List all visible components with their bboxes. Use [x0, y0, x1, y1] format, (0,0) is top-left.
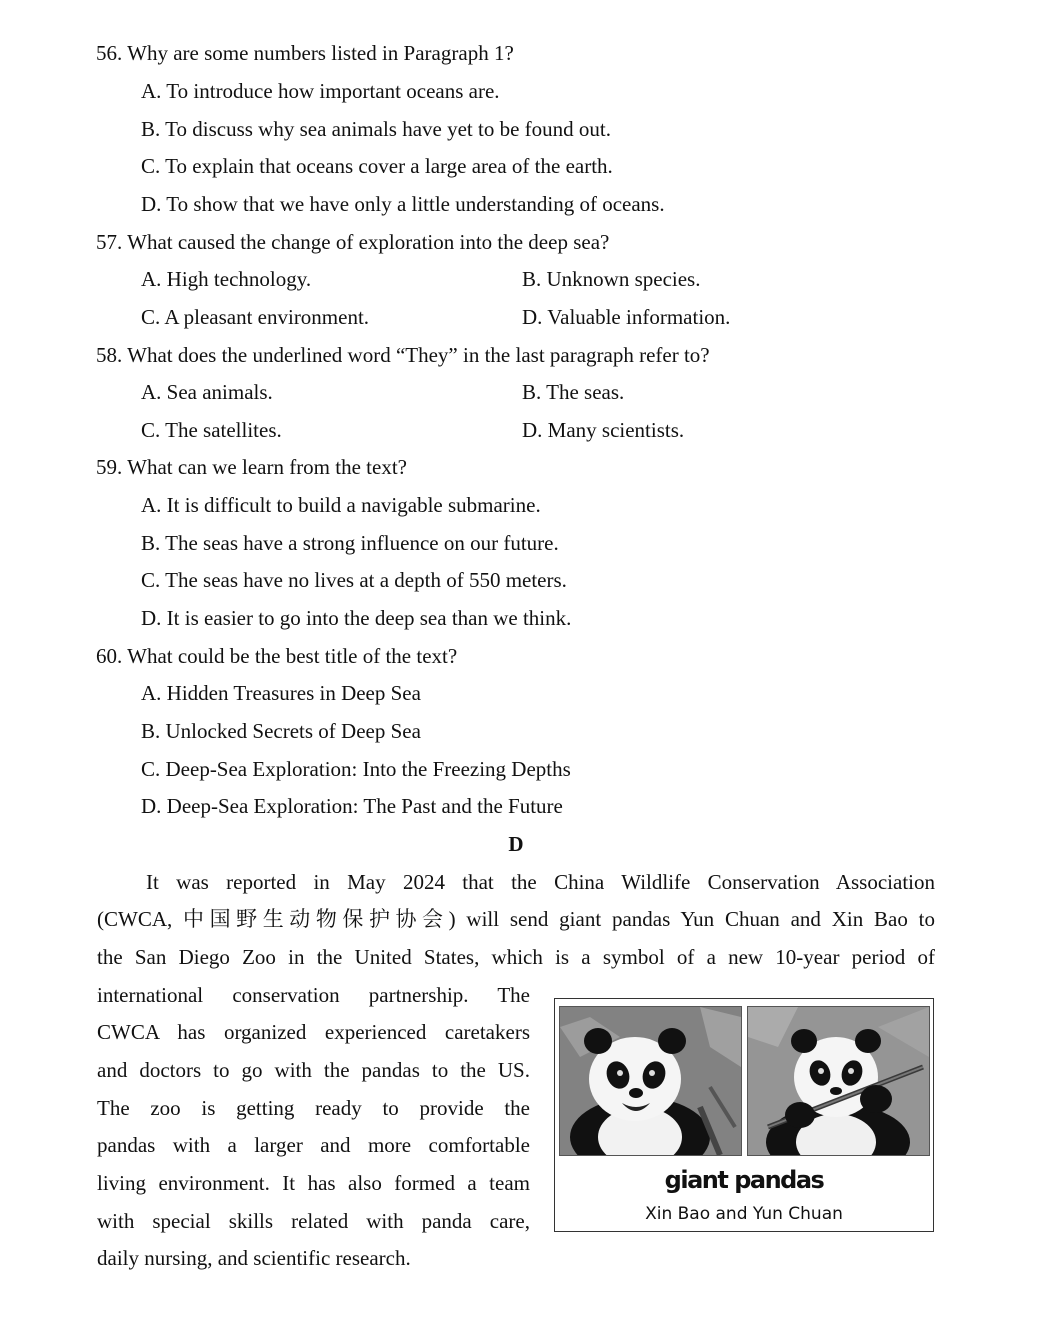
question-60-option-a: A. Hidden Treasures in Deep Sea — [141, 681, 421, 705]
passage-line-8: pandas with a larger and more comfortable — [97, 1133, 530, 1157]
passage-line-1: It was reported in May 2024 that the China Wildlife Conservation Association — [146, 870, 935, 894]
panda-photo-right-illustration — [748, 1007, 929, 1155]
question-59-option-c: C. The seas have no lives at a depth of 550 meters. — [141, 568, 567, 592]
question-56-stem: 56. Why are some numbers listed in Paragraph 1? — [96, 41, 514, 65]
passage-line-2: (CWCA, 中国野生动物保护协会) will send giant pandas Yun Chuan and Xin Bao to — [97, 907, 935, 931]
question-59-option-d: D. It is easier to go into the deep sea than we think. — [141, 606, 572, 630]
question-57-option-a: A. High technology. — [141, 267, 312, 291]
question-60-option-b: B. Unlocked Secrets of Deep Sea — [141, 719, 421, 743]
passage-line-4: international conservation partnership. The — [97, 983, 530, 1007]
question-60-stem: 60. What could be the best title of the text? — [96, 644, 458, 668]
question-58-option-c: C. The satellites. — [141, 418, 282, 442]
panda-photo-xin-bao — [559, 1006, 742, 1156]
figure-caption: Xin Bao and Yun Chuan — [645, 1204, 843, 1224]
question-57-option-d: D. Valuable information. — [522, 305, 731, 329]
figure-title: giant pandas — [664, 1166, 824, 1194]
panda-photo-left-illustration — [560, 1007, 741, 1155]
panda-figure — [554, 998, 934, 1232]
panda-photo-yun-chuan — [747, 1006, 930, 1156]
question-57-option-c: C. A pleasant environment. — [141, 305, 370, 329]
section-heading: D — [508, 832, 524, 856]
question-56-option-d: D. To show that we have only a little understanding of oceans. — [141, 192, 665, 216]
question-56-option-c: C. To explain that oceans cover a large area of the earth. — [141, 154, 613, 178]
question-56-option-b: B. To discuss why sea animals have yet to be found out. — [141, 117, 611, 141]
question-58-option-a: A. Sea animals. — [141, 380, 273, 404]
question-58-option-b: B. The seas. — [522, 380, 625, 404]
question-60-option-d: D. Deep-Sea Exploration: The Past and the Future — [141, 794, 563, 818]
question-59-stem: 59. What can we learn from the text? — [96, 455, 407, 479]
passage-line-3: the San Diego Zoo in the United States, which is a symbol of a new 10-year period of — [97, 945, 935, 969]
passage-line-7: The zoo is getting ready to provide the — [97, 1096, 530, 1120]
passage-line-11: daily nursing, and scientific research. — [97, 1246, 411, 1270]
question-58-stem: 58. What does the underlined word “They” in the last paragraph refer to? — [96, 343, 710, 367]
question-58-option-d: D. Many scientists. — [522, 418, 685, 442]
question-56-option-a: A. To introduce how important oceans are. — [141, 79, 500, 103]
question-59-option-b: B. The seas have a strong influence on our future. — [141, 531, 559, 555]
question-57-option-b: B. Unknown species. — [522, 267, 701, 291]
passage-line-9: living environment. It has also formed a team — [97, 1171, 530, 1195]
question-57-stem: 57. What caused the change of exploration into the deep sea? — [96, 230, 610, 254]
passage-line-5: CWCA has organized experienced caretakers — [97, 1020, 530, 1044]
question-59-option-a: A. It is difficult to build a navigable submarine. — [141, 493, 541, 517]
passage-line-10: with special skills related with panda care, — [97, 1209, 530, 1233]
passage-line-6: and doctors to go with the pandas to the US. — [97, 1058, 530, 1082]
question-60-option-c: C. Deep-Sea Exploration: Into the Freezing Depths — [141, 757, 571, 781]
